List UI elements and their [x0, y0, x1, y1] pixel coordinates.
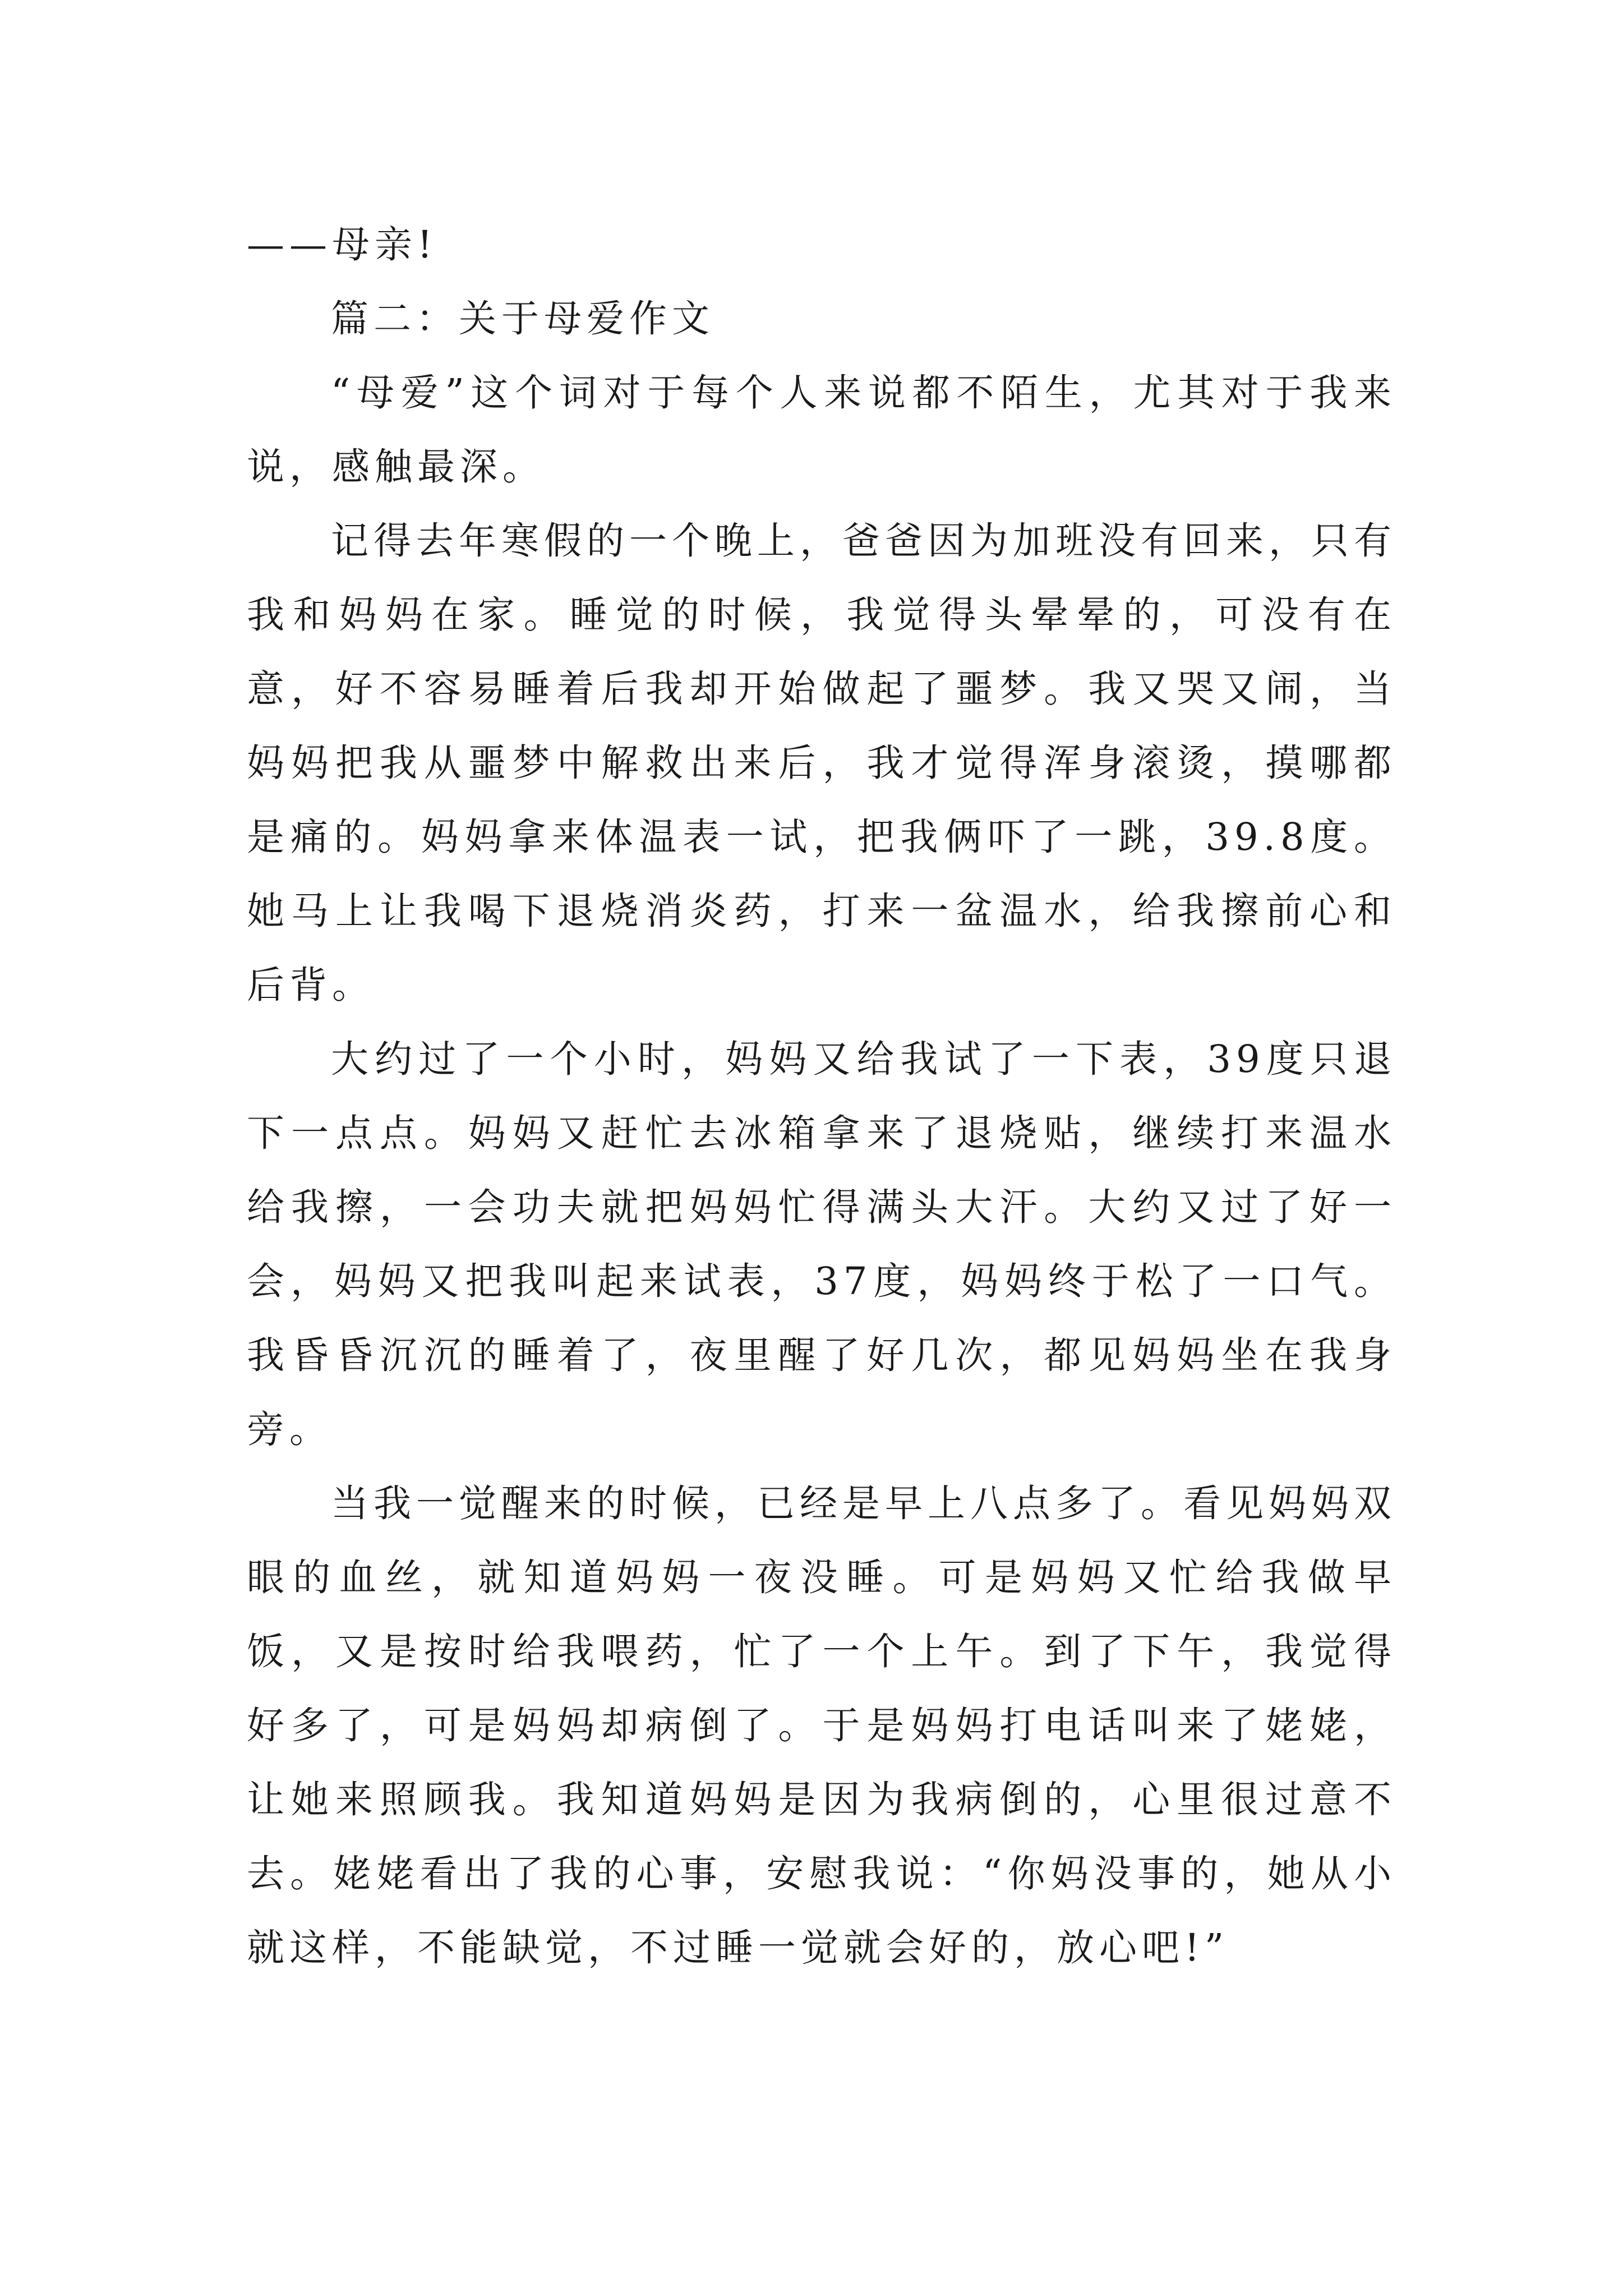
- paragraph-fever-night: 记得去年寒假的一个晚上，爸爸因为加班没有回来，只有我和妈妈在家。睡觉的时候，我觉得头晕晕的，可没有在意，好不容易睡着后我却开始做起了噩梦。我又哭又闹，当妈妈把我从噩梦中解救出来后，我才觉得浑身滚烫，摸哪都是痛的。妈妈拿来体温表一试，把我俩吓了一跳，39.8度。她马上让我喝下退烧消炎药，打来一盆温水，给我擦前心和后背。: [247, 519, 1396, 1007]
- essay-body: [247, 208, 1396, 1985]
- paragraph-next-morning: 当我一觉醒来的时候，已经是早上八点多了。看见妈妈双眼的血丝，就知道妈妈一夜没睡。可是妈妈又忙给我做早饭，又是按时给我喂药，忙了一个上午。到了下午，我觉得好多了，可是妈妈却病倒了。于是妈妈打电话叫来了姥姥，让她来照顾我。我知道妈妈是因为我病倒的，心里很过意不去。姥姥看出了我的心事，安慰我说：“你妈没事的，她从小就这样，不能缺觉，不过睡一觉就会好的，放心吧!”: [247, 1481, 1396, 1970]
- closing-line: ——母亲!: [247, 223, 437, 266]
- paragraph-one-hour-later: 大约过了一个小时，妈妈又给我试了一下表，39度只退下一点点。妈妈又赶忙去冰箱拿来了退烧贴，继续打来温水给我擦，一会功夫就把妈妈忙得满头大汗。大约又过了好一会，妈妈又把我叫起来试表，37度，妈妈终于松了一口气。我昏昏沉沉的睡着了，夜里醒了好几次，都见妈妈坐在我身旁。: [247, 1037, 1396, 1451]
- paragraph-intro: “母爱”这个词对于每个人来说都不陌生，尤其对于我来说，感触最深。: [247, 371, 1396, 489]
- section-heading: 篇二：关于母爱作文: [331, 297, 714, 341]
